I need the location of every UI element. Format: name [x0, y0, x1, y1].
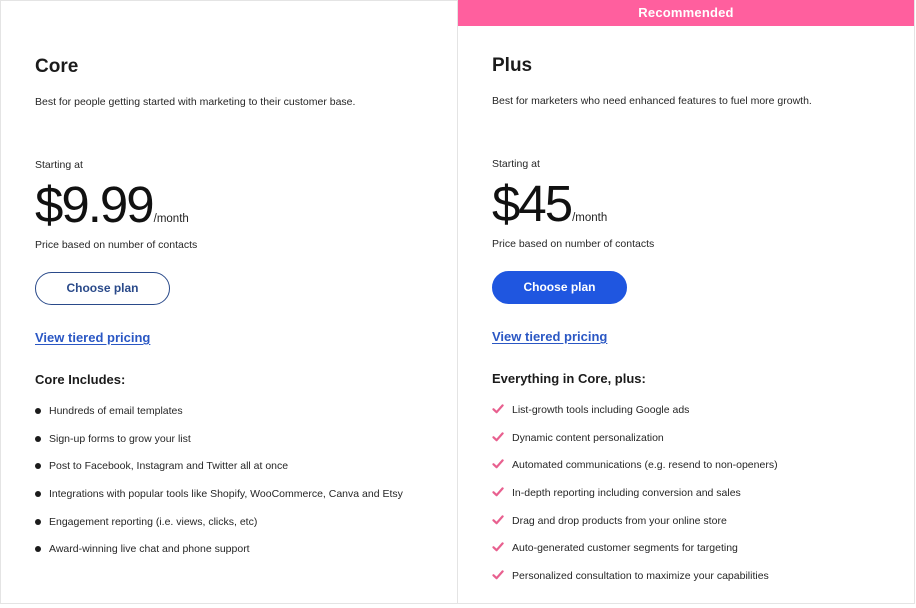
- price: $45: [492, 175, 572, 232]
- feature-text: Post to Facebook, Instagram and Twitter all at once: [49, 460, 289, 473]
- feature-text: Auto-generated customer segments for targeting: [512, 542, 738, 555]
- starting-at-label: Starting at: [35, 159, 83, 171]
- feature-text: Sign-up forms to grow your list: [49, 432, 191, 445]
- plan-name: Plus: [492, 55, 533, 76]
- feature-text: Integrations with popular tools like Shopify, WooCommerce, Canva and Etsy: [49, 488, 403, 501]
- bullet-dot-icon: [35, 546, 41, 552]
- feature-text: Automated communications (e.g. resend to non-openers): [512, 459, 778, 472]
- feature-list-plus: [492, 404, 778, 598]
- feature-text: In-depth reporting including conversion and sales: [512, 487, 741, 500]
- checkmark-icon: [492, 458, 504, 470]
- feature-item: [35, 433, 403, 461]
- includes-heading: Everything in Core, plus:: [492, 371, 646, 386]
- price-period: /month: [153, 213, 189, 225]
- feature-item: [35, 405, 403, 433]
- feature-item: [35, 516, 403, 544]
- feature-text: Engagement reporting (i.e. views, clicks, etc): [49, 515, 258, 528]
- bullet-dot-icon: [35, 436, 41, 442]
- plan-description: Best for marketers who need enhanced features to fuel more growth.: [492, 95, 812, 107]
- price-note: Price based on number of contacts: [492, 238, 655, 250]
- plan-name: Core: [35, 56, 79, 77]
- feature-item: [492, 459, 778, 487]
- feature-item: [35, 488, 403, 516]
- checkmark-icon: [492, 486, 504, 498]
- price-row: [492, 174, 607, 233]
- checkmark-icon: [492, 403, 504, 415]
- price-note: Price based on number of contacts: [35, 239, 198, 251]
- choose-plan-button-core[interactable]: Choose plan: [35, 272, 170, 305]
- choose-plan-button-plus[interactable]: Choose plan: [492, 271, 627, 304]
- feature-item: [492, 487, 778, 515]
- feature-list-core: [35, 405, 403, 571]
- checkmark-icon: [492, 431, 504, 443]
- feature-text: List-growth tools including Google ads: [512, 404, 690, 416]
- includes-heading: Core Includes:: [35, 372, 126, 387]
- plan-card-core: [0, 0, 457, 604]
- feature-item: [492, 542, 778, 570]
- feature-item: [492, 570, 778, 598]
- feature-text: Hundreds of email templates: [49, 405, 183, 417]
- price-period: /month: [572, 212, 608, 224]
- feature-item: [492, 432, 778, 460]
- view-tiered-pricing-link-plus[interactable]: View tiered pricing: [492, 329, 608, 344]
- feature-item: [492, 515, 778, 543]
- starting-at-label: Starting at: [492, 158, 540, 170]
- bullet-dot-icon: [35, 519, 41, 525]
- price-row: [35, 175, 189, 234]
- feature-text: Personalized consultation to maximize your capabilities: [512, 570, 769, 583]
- checkmark-icon: [492, 514, 504, 526]
- bullet-dot-icon: [35, 491, 41, 497]
- bullet-dot-icon: [35, 408, 41, 414]
- bullet-dot-icon: [35, 463, 41, 469]
- feature-text: Drag and drop products from your online store: [512, 514, 727, 527]
- feature-text: Dynamic content personalization: [512, 431, 664, 444]
- view-tiered-pricing-link-core[interactable]: View tiered pricing: [35, 330, 151, 345]
- checkmark-icon: [492, 569, 504, 581]
- plan-description: Best for people getting started with marketing to their customer base.: [35, 96, 356, 108]
- feature-item: [492, 404, 778, 432]
- checkmark-icon: [492, 541, 504, 553]
- price: $9.99: [35, 176, 153, 233]
- feature-item: [35, 460, 403, 488]
- feature-item: [35, 543, 403, 571]
- recommended-badge: Recommended: [458, 0, 914, 26]
- feature-text: Award-winning live chat and phone support: [49, 543, 250, 556]
- plan-card-plus: [457, 0, 915, 604]
